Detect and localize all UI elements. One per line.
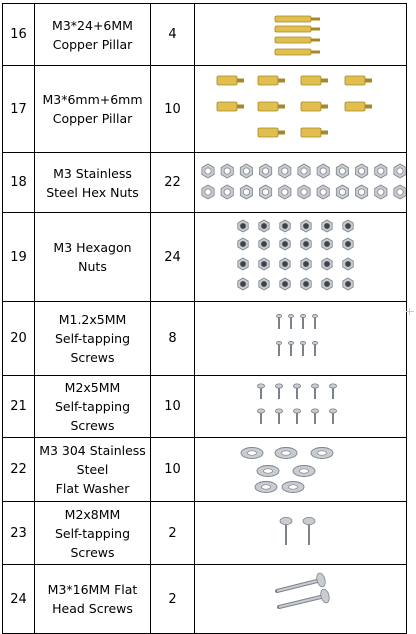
- pillar-body: [258, 128, 278, 137]
- washer-hole: [262, 485, 271, 489]
- item-name: [35, 438, 151, 502]
- nut-hole: [205, 189, 211, 195]
- nut-hole: [397, 189, 403, 195]
- nylon-insert: [282, 281, 287, 286]
- resize-handle: [406, 311, 414, 312]
- pillar-body: [258, 102, 278, 111]
- nylon-insert: [345, 241, 350, 246]
- screw-shank-highlight: [279, 596, 325, 607]
- nylon-insert: [324, 223, 329, 228]
- pillar-thread: [311, 18, 320, 21]
- item-number: 23: [3, 502, 35, 565]
- washer-hole: [248, 451, 257, 455]
- pillar-thread: [321, 105, 328, 109]
- nut-hole: [224, 189, 230, 195]
- item-name-line: Screws: [70, 418, 115, 433]
- item-name-line: M1.2x5MM: [58, 312, 127, 327]
- pillar-body: [217, 76, 237, 85]
- nylon-insert: [345, 223, 350, 228]
- nut-hole: [339, 189, 345, 195]
- item-number: 24: [3, 565, 35, 634]
- nut-hole: [224, 168, 230, 174]
- item-photo: [195, 302, 407, 376]
- pillar-body: [301, 102, 321, 111]
- screw-head: [280, 517, 292, 524]
- pillar-body: [275, 16, 311, 22]
- tiny-screw-icon: [195, 302, 406, 375]
- nut-hole: [243, 168, 249, 174]
- item-name-line: Steel Hex Nuts: [46, 184, 139, 200]
- pillar-body: [217, 102, 237, 111]
- item-name-line: M3 Hexagon: [53, 240, 132, 255]
- item-name-line: M3 304 Stainless: [39, 443, 146, 458]
- item-name-line: Self-tapping: [54, 399, 131, 414]
- item-photo: [195, 376, 407, 438]
- nut-hole: [339, 168, 345, 174]
- hex-nut-icon: [195, 153, 406, 212]
- item-name-line: Screws: [70, 350, 115, 365]
- small-screw-icon: [195, 376, 406, 437]
- item-name-line: Head Screws: [52, 601, 133, 616]
- item-name-line: Copper Pillar: [52, 111, 133, 126]
- pillar-thread: [321, 79, 328, 83]
- table-row: [3, 302, 407, 376]
- screw-head: [275, 409, 282, 413]
- item-photo: [195, 4, 407, 66]
- nut-hole: [378, 189, 384, 195]
- pillar-body: [301, 76, 321, 85]
- item-name: [35, 153, 151, 213]
- flat-washer-icon: [195, 438, 406, 501]
- item-name: [35, 66, 151, 153]
- screw-head: [329, 384, 336, 388]
- screw-head: [329, 409, 336, 413]
- item-name-line: M2x8MM: [64, 506, 121, 522]
- nylon-insert: [303, 281, 308, 286]
- nylon-insert: [345, 281, 350, 286]
- nylon-insert: [282, 223, 287, 228]
- item-name-line: Screws: [70, 544, 115, 560]
- item-photo: [195, 153, 407, 213]
- screw-head: [257, 384, 264, 388]
- table-row: [3, 153, 407, 213]
- long-copper-pillar-icon: [195, 4, 406, 65]
- table-row: [3, 502, 407, 565]
- item-name: [35, 302, 151, 376]
- item-name: [35, 565, 151, 634]
- pillar-thread: [365, 79, 372, 83]
- nut-hole: [205, 168, 211, 174]
- item-name-line: Steel: [76, 462, 109, 477]
- pillar-body: [301, 128, 321, 137]
- nylon-insert: [282, 261, 287, 266]
- nylon-insert: [240, 241, 245, 246]
- item-number: 20: [3, 302, 35, 376]
- item-number: 19: [3, 213, 35, 302]
- pillar-body: [275, 26, 311, 32]
- nylon-insert: [240, 223, 245, 228]
- screw-shank-highlight: [277, 580, 321, 591]
- screw-head: [311, 409, 318, 413]
- nylon-insert: [303, 261, 308, 266]
- washer-hole: [318, 451, 327, 455]
- nut-hole: [320, 168, 326, 174]
- flat-head-screw-icon: [195, 565, 406, 633]
- nut-hole: [358, 189, 364, 195]
- item-number: 17: [3, 66, 35, 153]
- item-name: [35, 4, 151, 66]
- nylon-insert: [324, 261, 329, 266]
- nylon-insert: [261, 281, 266, 286]
- nylon-insert: [261, 241, 266, 246]
- nut-hole: [320, 189, 326, 195]
- nylon-insert: [324, 281, 329, 286]
- screw-head: [300, 341, 305, 344]
- pillar-body: [275, 37, 311, 43]
- pillar-thread: [278, 79, 285, 83]
- item-name-line: Flat Washer: [55, 481, 130, 496]
- nut-hole: [282, 168, 288, 174]
- pillar-thread: [237, 105, 244, 109]
- screw-head: [288, 341, 293, 344]
- nut-hole: [397, 168, 403, 174]
- nylon-insert: [240, 261, 245, 266]
- nut-hole: [358, 168, 364, 174]
- item-name-line: M2x5MM: [64, 380, 121, 395]
- screw-head: [257, 409, 264, 413]
- nylon-insert: [282, 241, 287, 246]
- item-number: 16: [3, 4, 35, 66]
- short-copper-pillar-icon: [195, 66, 406, 152]
- screw-head: [312, 341, 317, 344]
- washer-hole: [300, 469, 309, 473]
- lock-nut-icon: [195, 213, 406, 301]
- screw-head: [275, 384, 282, 388]
- item-quantity: 10: [151, 438, 195, 502]
- nut-hole: [282, 189, 288, 195]
- pillar-body: [345, 76, 365, 85]
- nut-hole: [262, 189, 268, 195]
- parts-table: [2, 3, 407, 634]
- screw-head: [319, 588, 330, 604]
- item-name-line: Self-tapping: [54, 331, 131, 346]
- screw-head: [315, 572, 326, 588]
- table-row: [3, 66, 407, 153]
- nut-hole: [378, 168, 384, 174]
- item-number: 18: [3, 153, 35, 213]
- pillar-thread: [311, 39, 320, 42]
- screw-head: [293, 409, 300, 413]
- screw-head: [312, 314, 317, 317]
- item-name: [35, 502, 151, 565]
- item-quantity: 2: [151, 565, 195, 634]
- washer-hole: [289, 485, 298, 489]
- item-quantity: 4: [151, 4, 195, 66]
- item-number: 21: [3, 376, 35, 438]
- item-name-line: M3*24+6MM: [52, 17, 133, 33]
- screw-head: [293, 384, 300, 388]
- nylon-insert: [261, 261, 266, 266]
- table-row: [3, 213, 407, 302]
- screw-head: [300, 314, 305, 317]
- pillar-thread: [365, 105, 372, 109]
- table-row: [3, 376, 407, 438]
- self-tapping-screw-icon: [195, 502, 406, 564]
- washer-hole: [282, 451, 291, 455]
- item-quantity: 2: [151, 502, 195, 565]
- nylon-insert: [261, 223, 266, 228]
- item-photo: [195, 565, 407, 634]
- table-row: [3, 438, 407, 502]
- pillar-thread: [278, 131, 285, 135]
- item-name: [35, 213, 151, 302]
- pillar-thread: [311, 28, 320, 31]
- nylon-insert: [303, 241, 308, 246]
- washer-hole: [264, 469, 273, 473]
- item-name: [35, 376, 151, 438]
- screw-head: [276, 341, 281, 344]
- nylon-insert: [240, 281, 245, 286]
- item-name-line: Self-tapping: [54, 525, 131, 541]
- nut-hole: [301, 189, 307, 195]
- screw-head: [288, 314, 293, 317]
- nylon-insert: [324, 241, 329, 246]
- item-quantity: 10: [151, 376, 195, 438]
- pillar-body: [275, 49, 311, 55]
- item-quantity: 22: [151, 153, 195, 213]
- item-name-line: M3*16MM Flat: [47, 582, 138, 597]
- table-row: [3, 4, 407, 66]
- item-photo: [195, 66, 407, 153]
- screw-head: [276, 314, 281, 317]
- pillar-thread: [278, 105, 285, 109]
- item-name-line: Nuts: [78, 259, 107, 274]
- pillar-thread: [321, 131, 328, 135]
- item-name-line: Copper Pillar: [52, 36, 133, 52]
- item-photo: [195, 213, 407, 302]
- item-name-line: M3*6mm+6mm: [42, 92, 143, 107]
- pillar-thread: [237, 79, 244, 83]
- pillar-body: [258, 76, 278, 85]
- item-quantity: 24: [151, 213, 195, 302]
- pillar-body: [345, 102, 365, 111]
- screw-head: [311, 384, 318, 388]
- screw-head: [303, 517, 315, 524]
- table-row: [3, 565, 407, 634]
- item-photo: [195, 438, 407, 502]
- nut-hole: [262, 168, 268, 174]
- item-name-line: M3 Stainless: [53, 165, 132, 181]
- item-photo: [195, 502, 407, 565]
- item-quantity: 8: [151, 302, 195, 376]
- nylon-insert: [345, 261, 350, 266]
- nut-hole: [301, 168, 307, 174]
- item-number: 22: [3, 438, 35, 502]
- nylon-insert: [303, 223, 308, 228]
- pillar-thread: [311, 51, 320, 54]
- nut-hole: [243, 189, 249, 195]
- item-quantity: 10: [151, 66, 195, 153]
